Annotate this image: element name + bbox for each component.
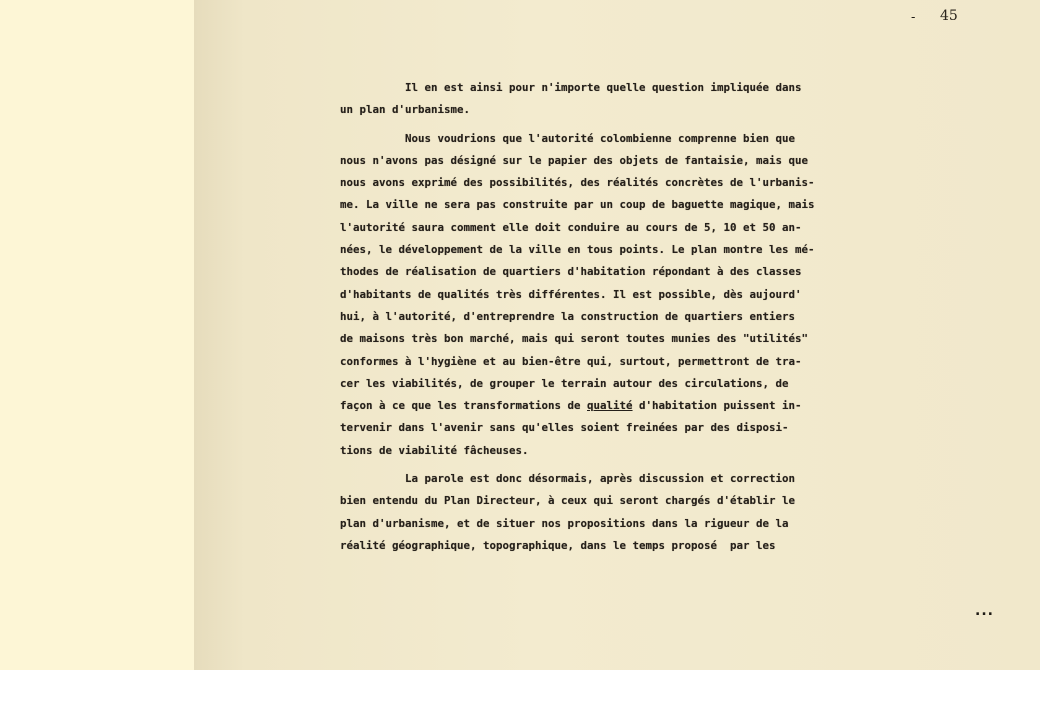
text-line: me. La ville ne sera pas construite par un coup de baguette magique, mais [340, 198, 815, 212]
paragraph-2 [340, 128, 920, 462]
left-margin-strip [0, 0, 194, 670]
text-line-with-underline: façon à ce que les transformations de qualité d'habitation puissent in- [340, 399, 802, 413]
text-line: tions de viabilité fâcheuses. [340, 443, 529, 457]
paragraph-3 [340, 468, 920, 557]
typed-text-body [340, 77, 920, 557]
page-number: 45 [940, 8, 958, 24]
text-line: thodes de réalisation de quartiers d'habitation répondant à des classes [340, 265, 802, 279]
text-line: nous n'avons pas désigné sur le papier des objets de fantaisie, mais que [340, 153, 809, 167]
text-line: d'habitants de qualités très différentes. Il est possible, dès aujourd' [340, 287, 802, 301]
document-page [194, 0, 1040, 670]
paragraph-1 [340, 77, 920, 122]
continuation-mark: ... [975, 603, 994, 619]
text-line: Nous voudrions que l'autorité colombienne comprenne bien que [340, 131, 796, 145]
text-line: un plan d'urbanisme. [340, 103, 471, 117]
text-line: l'autorité saura comment elle doit conduire au cours de 5, 10 et 50 an- [340, 220, 802, 234]
text-line: Il en est ainsi pour n'importe quelle question impliquée dans [340, 81, 802, 94]
text-line: de maisons très bon marché, mais qui seront toutes munies des "utilités" [340, 332, 809, 346]
text-line: plan d'urbanisme, et de situer nos propositions dans la rigueur de la [340, 516, 789, 530]
text-line: La parole est donc désormais, après discussion et correction [340, 472, 796, 486]
text-line: tervenir dans l'avenir sans qu'elles soient freinées par des disposi- [340, 421, 789, 435]
text-line: réalité géographique, topographique, dans le temps proposé par les [340, 538, 776, 552]
text-line: cer les viabilités, de grouper le terrain autour des circulations, de [340, 376, 789, 390]
text-line: hui, à l'autorité, d'entreprendre la construction de quartiers entiers [340, 309, 796, 323]
page-marker: - [911, 10, 916, 25]
underlined-word: qualité [587, 399, 633, 413]
text-line: conformes à l'hygiène et au bien-être qui, surtout, permettront de tra- [340, 354, 802, 368]
text-line: bien entendu du Plan Directeur, à ceux qui seront chargés d'établir le [340, 494, 796, 508]
text-line: nées, le développement de la ville en tous points. Le plan montre les mé- [340, 243, 815, 257]
text-line: nous avons exprimé des possibilités, des réalités concrètes de l'urbanis- [340, 176, 815, 190]
